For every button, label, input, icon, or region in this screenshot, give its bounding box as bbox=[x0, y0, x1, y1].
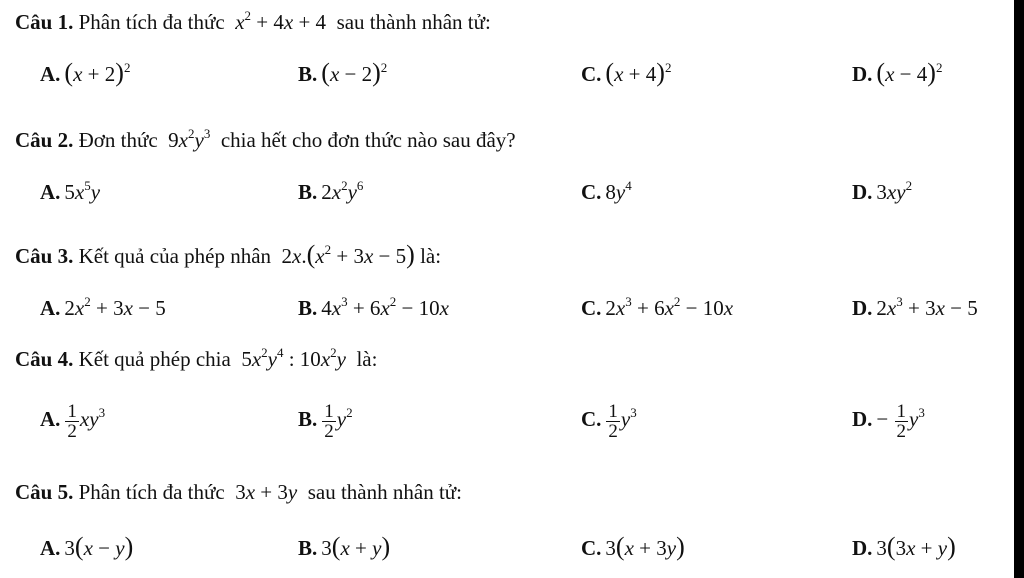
question-1-option-b[interactable]: B. $(x - 2)^2$ bbox=[298, 58, 388, 87]
question-3-text: Kết quả của phép nhân bbox=[78, 244, 272, 268]
question-2-text: Đơn thức bbox=[78, 128, 158, 152]
question-4 bbox=[15, 347, 377, 372]
question-1-text: Phân tích đa thức bbox=[78, 10, 225, 34]
question-1-suffix: sau thành nhân tử: bbox=[336, 10, 491, 34]
option-letter: D. bbox=[852, 62, 873, 86]
question-5-option-d[interactable]: D. 3(3x + y) bbox=[852, 532, 956, 561]
question-3-expression: $2x.(x^2 + 3x - 5)$ bbox=[276, 240, 415, 269]
option-letter: D. bbox=[852, 536, 873, 560]
question-3-label: Câu 3. bbox=[15, 244, 74, 268]
question-5-suffix: sau thành nhân tử: bbox=[307, 480, 462, 504]
option-letter: A. bbox=[40, 536, 61, 560]
question-2-option-a[interactable]: A. $5x^5y$ bbox=[40, 178, 101, 204]
option-letter: C. bbox=[581, 180, 602, 204]
question-2-suffix: chia hết cho đơn thức nào sau đây? bbox=[220, 128, 516, 152]
question-3-option-b[interactable]: B. $4x^3 + 6x^2 - 10x$ bbox=[298, 294, 449, 320]
question-3-option-a[interactable]: A. $2x^2 + 3x - 5$ bbox=[40, 294, 166, 320]
question-5 bbox=[15, 480, 462, 505]
question-4-suffix: là: bbox=[356, 347, 378, 371]
option-letter: C. bbox=[581, 407, 602, 432]
option-letter: C. bbox=[581, 536, 602, 560]
question-2-option-c[interactable]: C. $8y^4$ bbox=[581, 178, 632, 204]
option-letter: A. bbox=[40, 180, 61, 204]
option-letter: B. bbox=[298, 536, 318, 560]
question-5-expression: 3x + 3y bbox=[229, 480, 298, 504]
question-1-expression: $x^2 + 4x + 4$ bbox=[235, 8, 332, 34]
option-letter: A. bbox=[40, 62, 61, 86]
question-3 bbox=[15, 240, 441, 270]
question-4-text: Kết quả phép chia bbox=[78, 347, 231, 371]
question-5-options bbox=[0, 532, 1014, 572]
question-5-option-c[interactable]: C. 3(x + 3y) bbox=[581, 532, 685, 561]
question-4-label: Câu 4. bbox=[15, 347, 74, 371]
question-4-options bbox=[0, 402, 1014, 442]
question-1 bbox=[15, 10, 491, 35]
question-3-option-d[interactable]: D. $2x^3 + 3x - 5$ bbox=[852, 294, 978, 320]
option-letter: A. bbox=[40, 407, 61, 432]
right-border bbox=[1014, 0, 1024, 578]
question-4-expression: $5x^2y^4$ : $10x^2y$ bbox=[236, 345, 346, 371]
question-2 bbox=[15, 128, 516, 153]
option-letter: B. bbox=[298, 296, 318, 320]
question-5-option-a[interactable]: A. 3(x − y) bbox=[40, 532, 134, 561]
question-3-suffix: là: bbox=[420, 244, 442, 268]
option-letter: D. bbox=[852, 407, 873, 432]
question-3-option-c[interactable]: C. $2x^3 + 6x^2 - 10x$ bbox=[581, 294, 734, 320]
option-letter: D. bbox=[852, 180, 873, 204]
question-2-expression: $9x^2y^3$ bbox=[162, 126, 211, 152]
question-4-option-d[interactable]: D. − $\frac{1}{2}$ $y^3$ bbox=[852, 401, 925, 442]
question-4-option-b[interactable]: B. $\frac{1}{2}$ $y^2$ bbox=[298, 401, 353, 442]
option-letter: B. bbox=[298, 180, 318, 204]
question-1-option-d[interactable]: D. $(x - 4)^2$ bbox=[852, 58, 943, 87]
question-2-label: Câu 2. bbox=[15, 128, 74, 152]
option-letter: C. bbox=[581, 296, 602, 320]
question-2-option-b[interactable]: B. $2x^2y^6$ bbox=[298, 178, 364, 204]
question-5-label: Câu 5. bbox=[15, 480, 74, 504]
option-letter: D. bbox=[852, 296, 873, 320]
question-5-text: Phân tích đa thức bbox=[78, 480, 225, 504]
question-4-option-c[interactable]: C. $\frac{1}{2}$ $y^3$ bbox=[581, 401, 637, 442]
question-2-options bbox=[0, 180, 1014, 220]
option-letter: B. bbox=[298, 407, 318, 432]
option-letter: C. bbox=[581, 62, 602, 86]
option-letter: B. bbox=[298, 62, 318, 86]
option-letter: A. bbox=[40, 296, 61, 320]
question-1-label: Câu 1. bbox=[15, 10, 74, 34]
question-5-option-b[interactable]: B. 3(x + y) bbox=[298, 532, 391, 561]
question-1-options bbox=[0, 58, 1014, 98]
question-1-option-c[interactable]: C. $(x + 4)^2$ bbox=[581, 58, 672, 87]
question-2-option-d[interactable]: D. $3xy^2$ bbox=[852, 178, 913, 204]
question-3-options bbox=[0, 296, 1014, 336]
question-4-option-a[interactable]: A. $\frac{1}{2}$ $xy^3$ bbox=[40, 401, 106, 442]
question-1-option-a[interactable]: A. $(x + 2)^2$ bbox=[40, 58, 131, 87]
